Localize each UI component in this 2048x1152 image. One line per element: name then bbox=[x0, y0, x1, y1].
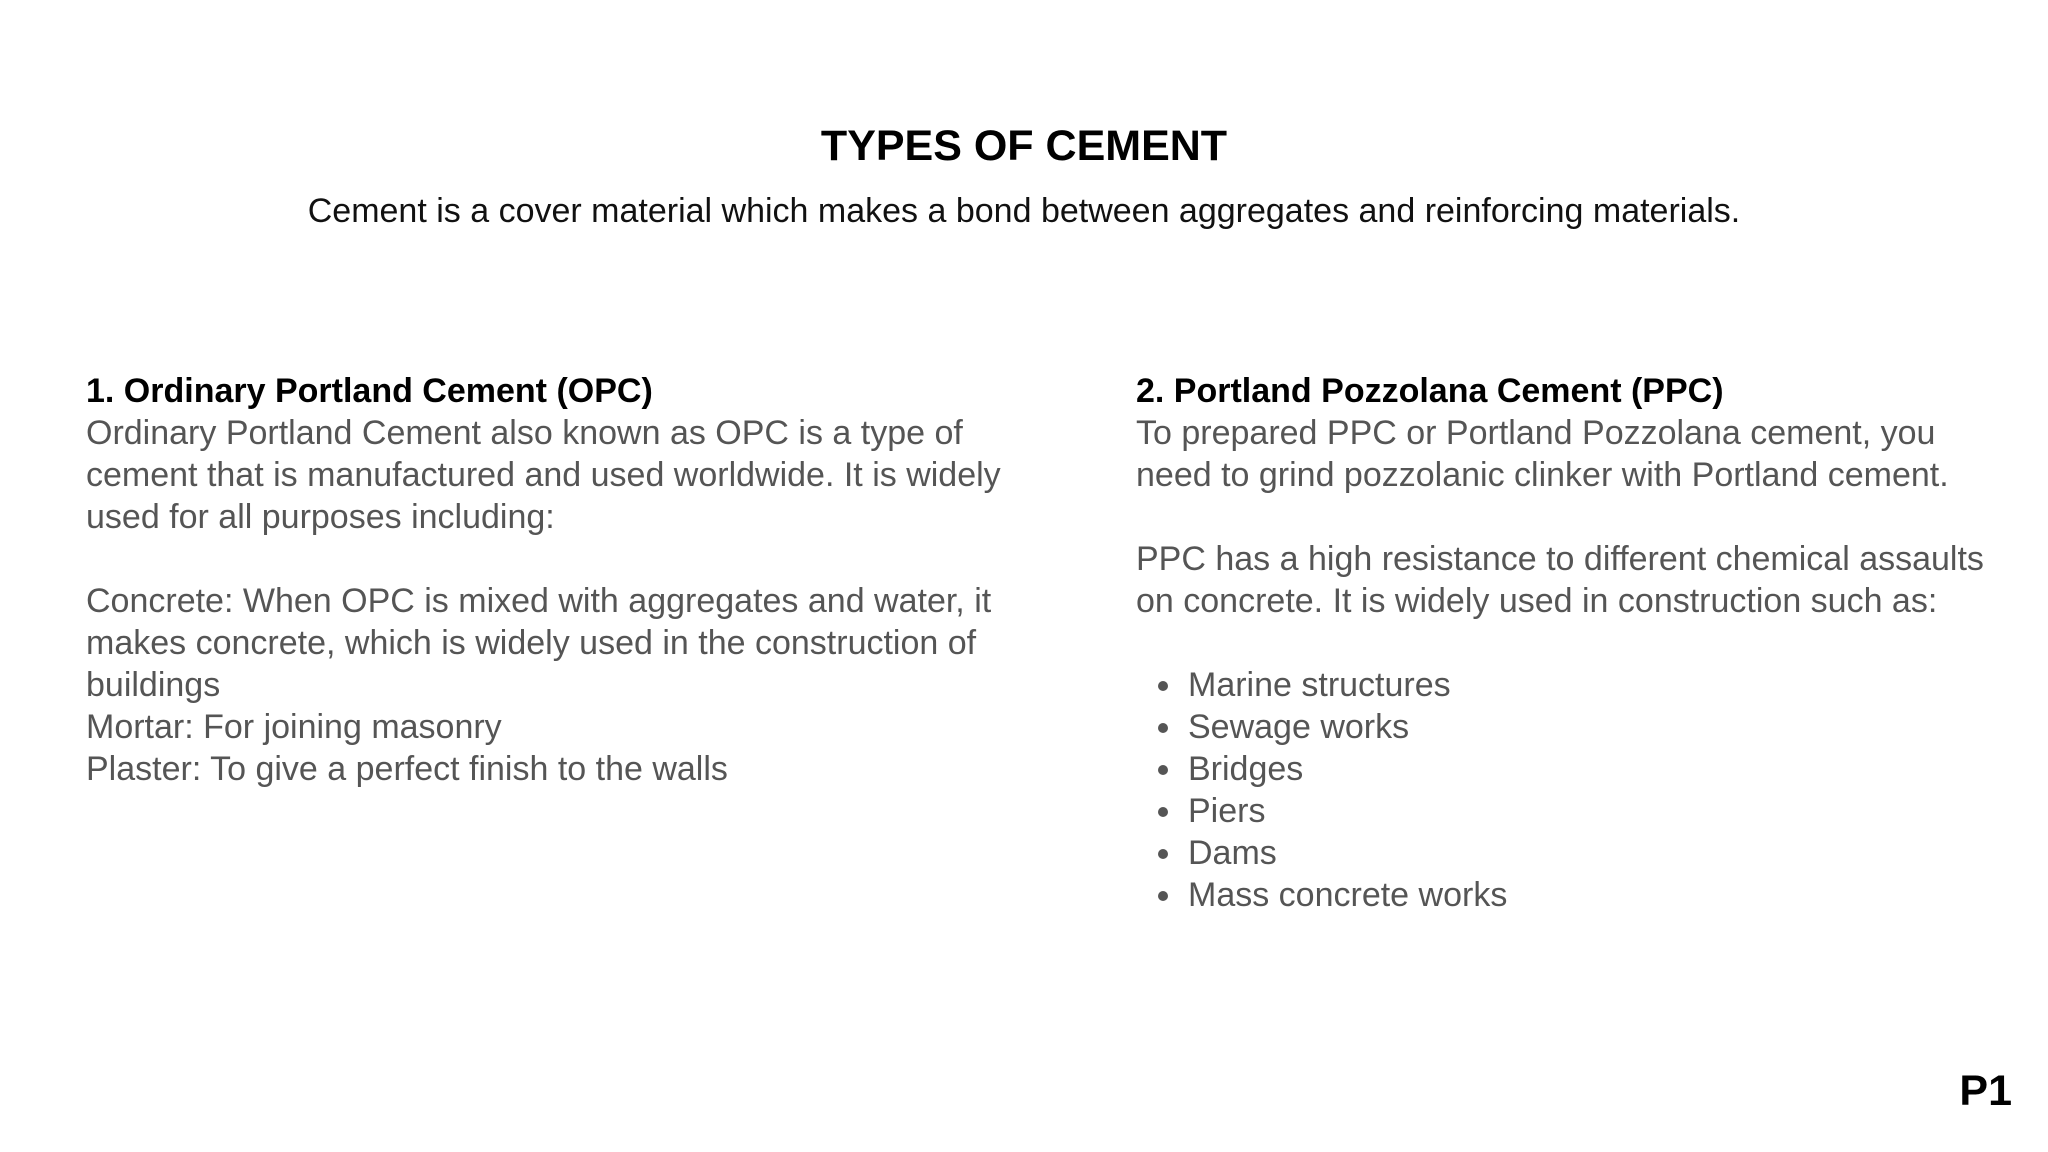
slide-title: TYPES OF CEMENT bbox=[820, 122, 1228, 170]
opc-section bbox=[86, 370, 1076, 790]
bullet-icon bbox=[1158, 723, 1168, 733]
list-item bbox=[1188, 748, 1996, 790]
list-item bbox=[1188, 790, 1996, 832]
list-item-label: Sewage works bbox=[1188, 708, 1410, 746]
bullet-icon bbox=[1158, 891, 1168, 901]
ppc-heading: 2. Portland Pozzolana Cement (PPC) bbox=[1136, 372, 1724, 410]
ppc-section bbox=[1136, 370, 1996, 916]
opc-use-plaster: Plaster: To give a perfect finish to the walls bbox=[86, 750, 728, 788]
bullet-icon bbox=[1158, 807, 1168, 817]
opc-intro: Ordinary Portland Cement also known as OPC is a type of cement that is manufactured and used worldwide. It is widely used for all purposes including: bbox=[86, 414, 1001, 536]
spacer bbox=[1136, 622, 1996, 664]
spacer bbox=[1136, 496, 1996, 538]
list-item bbox=[1188, 874, 1996, 916]
ppc-uses-list bbox=[1136, 664, 1996, 916]
opc-use-concrete: Concrete: When OPC is mixed with aggregates and water, it makes concrete, which is widely used in the construction of buildings bbox=[86, 582, 992, 704]
list-item bbox=[1188, 832, 1996, 874]
page-number: P1 bbox=[1959, 1067, 2012, 1115]
list-item-label: Mass concrete works bbox=[1188, 876, 1508, 914]
list-item bbox=[1188, 664, 1996, 706]
spacer bbox=[86, 538, 1076, 580]
ppc-body: PPC has a high resistance to different chemical assaults on concrete. It is widely used in construction such as: bbox=[1136, 540, 1984, 620]
opc-heading: 1. Ordinary Portland Cement (OPC) bbox=[86, 372, 653, 410]
bullet-icon bbox=[1158, 849, 1168, 859]
list-item bbox=[1188, 706, 1996, 748]
ppc-intro: To prepared PPC or Portland Pozzolana cement, you need to grind pozzolanic clinker with Portland cement. bbox=[1136, 414, 1949, 494]
slide-subtitle: Cement is a cover material which makes a bond between aggregates and reinforcing materials. bbox=[307, 192, 1741, 230]
list-item-label: Bridges bbox=[1188, 750, 1304, 788]
list-item-label: Marine structures bbox=[1188, 666, 1451, 704]
list-item-label: Piers bbox=[1188, 792, 1266, 830]
opc-use-mortar: Mortar: For joining masonry bbox=[86, 708, 502, 746]
bullet-icon bbox=[1158, 765, 1168, 775]
bullet-icon bbox=[1158, 681, 1168, 691]
list-item-label: Dams bbox=[1188, 834, 1277, 872]
